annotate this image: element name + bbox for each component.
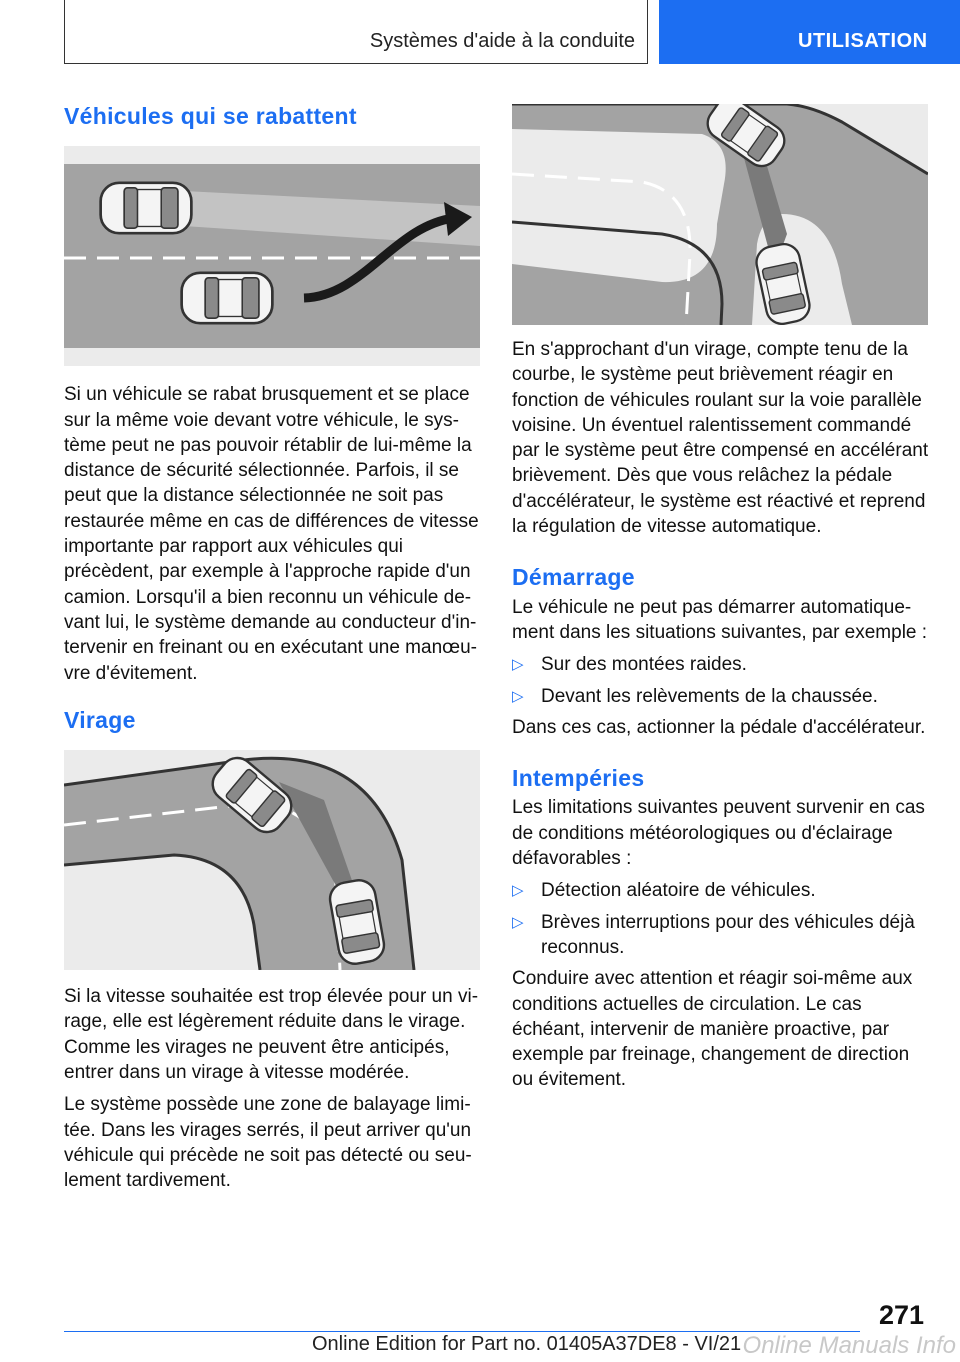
left-column — [64, 104, 482, 1201]
heading-vehicules-rabattent: Véhicules qui se rabattent — [64, 103, 357, 129]
list-intemperies — [512, 878, 930, 960]
list-item: ▷ Détection aléatoire de véhicules. — [512, 878, 930, 903]
paragraph-approche-virage: En s'approchant d'un virage, compte tenu de la courbe, le système peut brièvement réagir en fonction de véhicules roulant sur la voie parallèle voisine. Un éventuel ralentissement commandé par le système peut être compensé en accélérant brièvement. Dès que vous relâchez la pédale d'accélérateur, le système est réactivé et reprend la régulation de vitesse automatique. — [512, 339, 929, 538]
triangle-bullet-icon: ▷ — [512, 656, 524, 674]
header-tab[interactable] — [659, 0, 960, 64]
paragraph-virage-2: Le système possède une zone de balayage limitée. Dans les virages serrés, il peut arriver qu'un véhicule qui précède ne soit pas détecté ou seulement tardivement. — [64, 1094, 472, 1192]
list-item: ▷ Sur des montées raides. — [512, 652, 930, 677]
figure-curve-left — [64, 750, 480, 970]
paragraph-demarrage: Le véhicule ne peut pas démarrer automatiquement dans les situations suivantes, par exemple : — [512, 596, 928, 643]
heading-demarrage: Démarrage — [512, 564, 635, 591]
triangle-bullet-icon: ▷ — [512, 687, 524, 705]
figure-curve-right — [512, 104, 928, 325]
heading-intemperies: Intempéries — [512, 765, 645, 792]
paragraph-demarrage-2: Dans ces cas, actionner la pédale d'accélérateur. — [512, 716, 926, 738]
list-item: ▷ Devant les relèvements de la chaussée. — [512, 684, 930, 709]
paragraph-virage-1: Si la vitesse souhaitée est trop élevée pour un virage, elle est légèrement réduite dans le virage. Comme les virages ne peuvent être anticipés, entrer dans un virage à vitesse modérée. — [64, 986, 479, 1084]
page-number: 271 — [878, 1300, 924, 1330]
figure-cut-in — [64, 146, 480, 366]
footer-edition: Online Edition for Part no. 01405A37DE8 - VI/21 — [312, 1333, 742, 1355]
footer-rule — [64, 1331, 860, 1332]
list-demarrage — [512, 652, 930, 709]
header-section-title: Systèmes d'aide à la conduite — [369, 30, 635, 52]
paragraph-conduire: Conduire avec attention et réagir soi-même aux conditions actuelles de circulation. Le cas échéant, intervenir de manière proactive, par exemple par freinage, changement de direction ou évitement. — [512, 968, 913, 1091]
triangle-bullet-icon: ▷ — [512, 882, 524, 900]
paragraph-intemperies: Les limitations suivantes peuvent survenir en cas de conditions météorologiques ou d'éclairage défavorables : — [512, 797, 925, 870]
heading-virage: Virage — [64, 706, 136, 733]
header-tab-label: UTILISATION — [798, 30, 928, 52]
list-item: ▷ Brèves interruptions pour des véhicules déjà reconnus. — [512, 911, 915, 958]
right-column — [512, 104, 930, 1100]
watermark: Online Manuals Info — [742, 1332, 956, 1359]
header-section-box — [64, 0, 648, 64]
triangle-bullet-icon: ▷ — [512, 913, 524, 931]
paragraph-cut-in: Si un véhicule se rabat brusquement et se place sur la même voie devant votre véhicule, le système peut ne pas pouvoir rétablir de lui-même la distance de sécurité sélectionnée. Parfois, il se peut que la distance sélectionnée ne soit pas restaurée même en cas de différences de vitesse importante par rapport aux véhicules qui précèdent, par exemple à l'approche rapide d'un camion. Lorsqu'il a bien reconnu un véhicule devant lui, le système demande au conducteur d'intervenir en freinant ou en exécutant une manœuvre d'évitement. — [64, 384, 479, 684]
